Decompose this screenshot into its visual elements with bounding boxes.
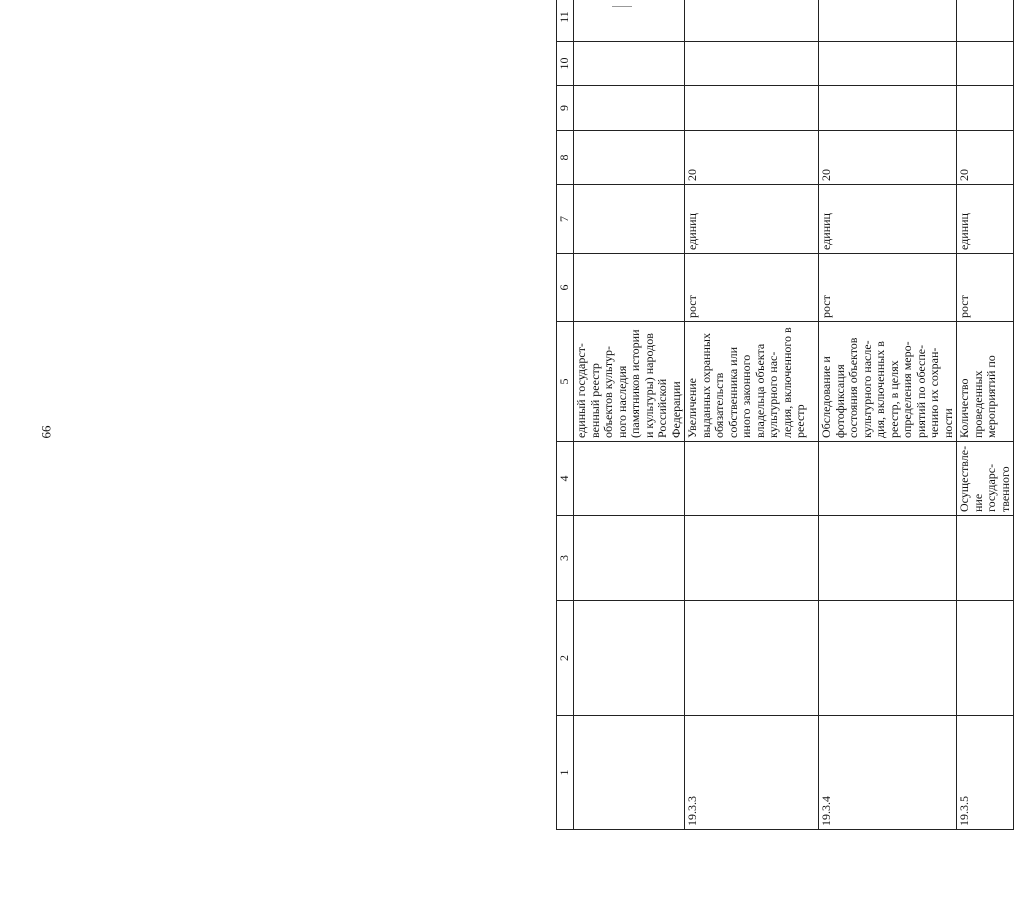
table-cell: 20 (819, 131, 957, 185)
table-cell (957, 601, 1014, 716)
header-cell: 5 (557, 322, 574, 442)
table-cell (574, 131, 685, 185)
table-cell (574, 716, 685, 830)
page-number: 66 (38, 425, 54, 439)
table-cell (574, 0, 685, 42)
table-cell (819, 42, 957, 86)
table-cell (685, 0, 819, 42)
table-cell: 20 (957, 131, 1014, 185)
rotated-table-container (556, 11, 1012, 830)
table-cell (685, 86, 819, 131)
table-cell: рост (957, 254, 1014, 322)
table-cell: рост (685, 254, 819, 322)
table-cell (574, 516, 685, 601)
table-cell: 20 (685, 131, 819, 185)
table-cell: рост (819, 254, 957, 322)
table-cell (957, 86, 1014, 131)
table-cell (574, 442, 685, 516)
table-cell: 19.3.3 (685, 716, 819, 830)
table-cell (957, 516, 1014, 601)
header-cell: 7 (557, 185, 574, 254)
table-cell: единый государст-венный реестр объектов культур-ного наследия (памятников истории и культуры) народов Российской Федерации (574, 322, 685, 442)
table-cell (819, 0, 957, 42)
table-row (574, 0, 685, 830)
table-cell (574, 254, 685, 322)
table-cell (957, 42, 1014, 86)
indicators-table (556, 0, 1014, 830)
table-cell (574, 601, 685, 716)
table-cell (819, 601, 957, 716)
table-cell: 19.3.4 (819, 716, 957, 830)
table-cell: единиц (957, 185, 1014, 254)
table-cell: 19.3.5 (957, 716, 1014, 830)
table-cell (574, 42, 685, 86)
table-cell (957, 0, 1014, 42)
table-cell (574, 86, 685, 131)
table-cell (685, 601, 819, 716)
table-cell (685, 516, 819, 601)
table-row (819, 0, 957, 830)
table-cell: Обследование и фотофиксация состояния объектов культурного насле-дия, включенных в реестр, в целях определения меро-риятий по обеспе-чению их сохран-ности (819, 322, 957, 442)
header-cell: 8 (557, 131, 574, 185)
table-cell: Увеличение выданных охранных обязательств собственника или иного законного владельца объекта культурного нас-ледия, включенного в реестр (685, 322, 819, 442)
table-cell: Количество проведенных мероприятий по (957, 322, 1014, 442)
header-cell: 2 (557, 601, 574, 716)
header-cell: 1 (557, 716, 574, 830)
header-cell: 6 (557, 254, 574, 322)
header-row (557, 0, 574, 830)
header-cell: 4 (557, 442, 574, 516)
table-cell (819, 516, 957, 601)
table-cell (685, 42, 819, 86)
table-row (685, 0, 819, 830)
header-cell: 11 (557, 0, 574, 42)
table-cell (819, 442, 957, 516)
table-cell (819, 86, 957, 131)
table-cell: единиц (819, 185, 957, 254)
header-cell: 3 (557, 516, 574, 601)
table-cell: Осуществле-ние государс-твенного (957, 442, 1014, 516)
table-row (957, 0, 1014, 830)
table-cell (685, 442, 819, 516)
table-cell: единиц (685, 185, 819, 254)
header-cell: 9 (557, 86, 574, 131)
table-cell (574, 185, 685, 254)
header-cell: 10 (557, 42, 574, 86)
